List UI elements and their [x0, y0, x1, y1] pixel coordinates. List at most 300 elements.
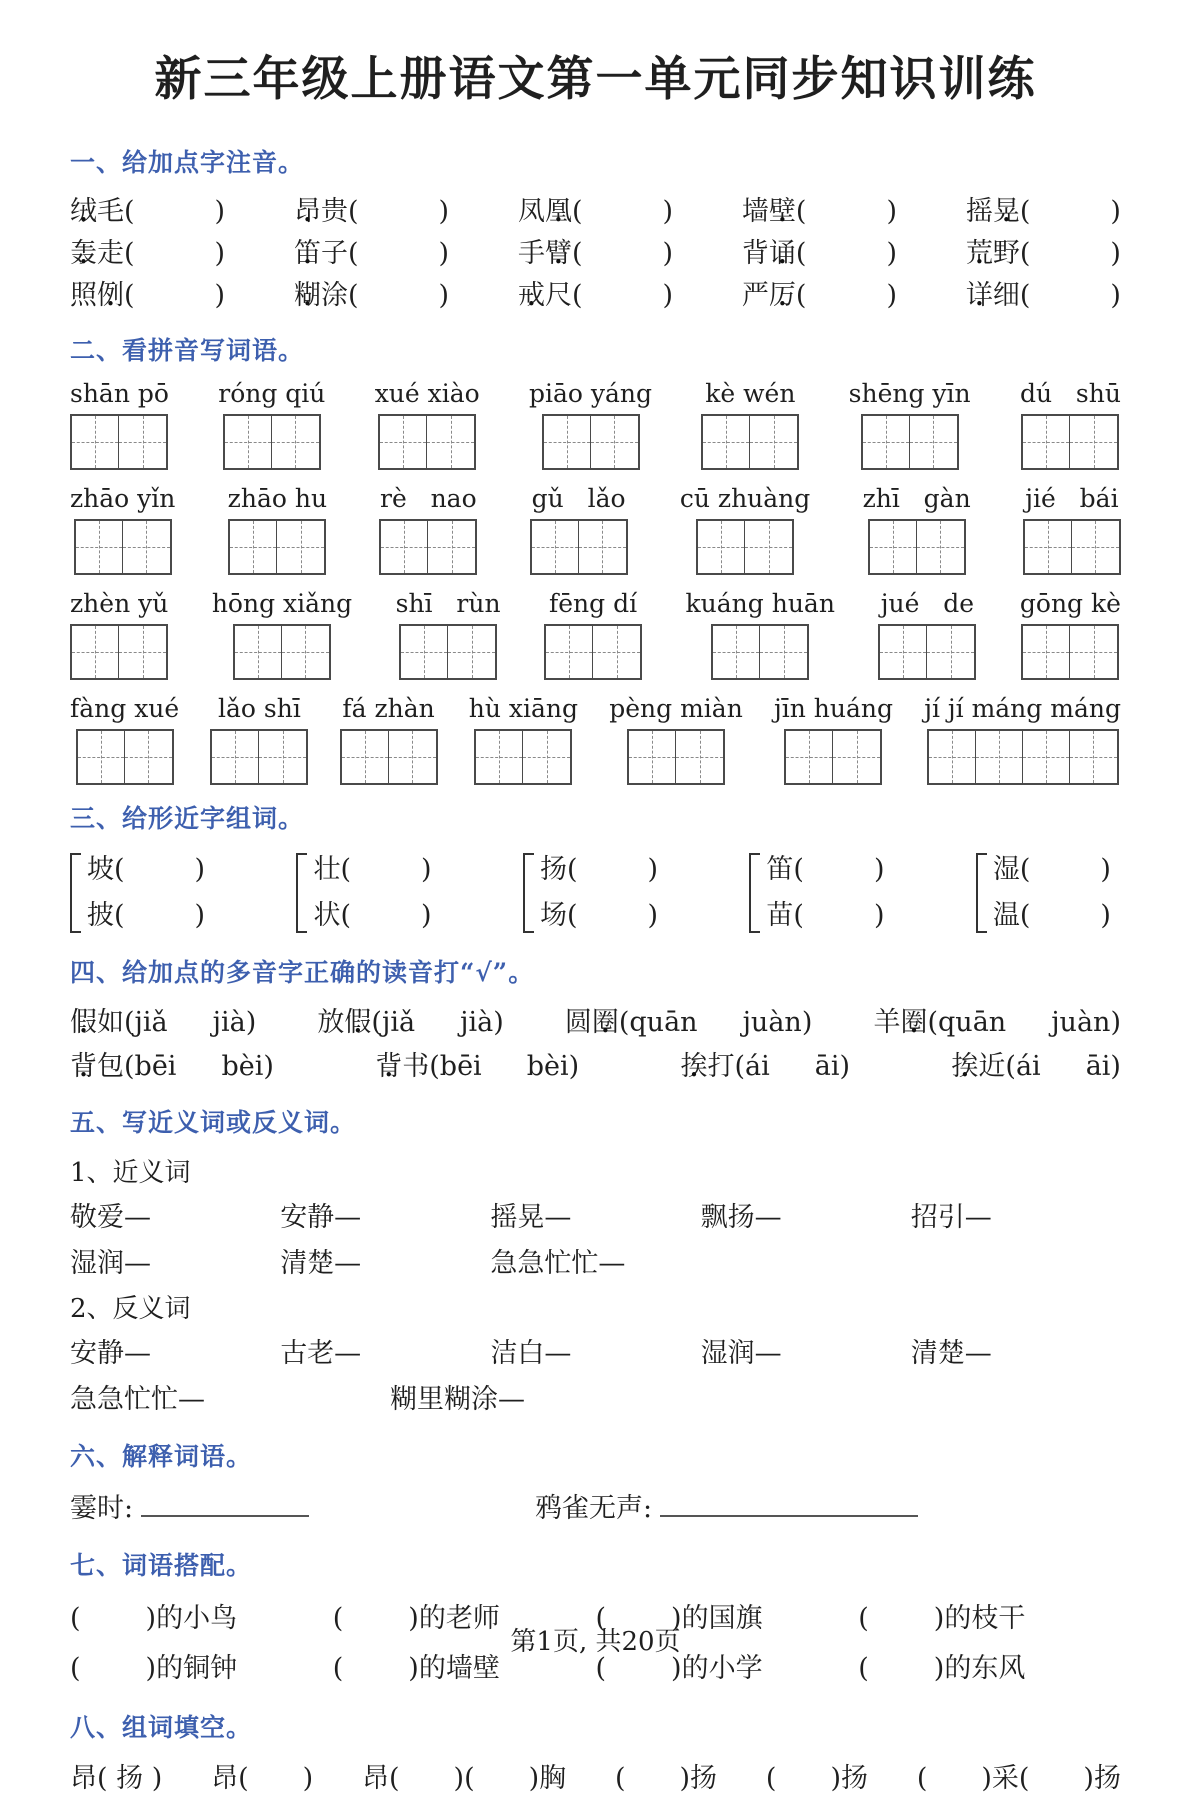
pinyin-word-item	[680, 484, 810, 575]
word-char: 详 •	[966, 275, 993, 317]
word-char: 晃 •	[993, 191, 1020, 233]
pinyin-word-item	[218, 379, 325, 470]
annotation-item	[742, 191, 897, 233]
writing-grid[interactable]	[379, 519, 477, 575]
word-char: 假 •	[70, 1001, 97, 1045]
writing-grid[interactable]	[210, 729, 308, 785]
pinyin-word-item	[379, 484, 477, 575]
answer-blank[interactable]	[582, 303, 662, 304]
pinyin-label: pèng miàn	[609, 694, 743, 723]
grid-cell	[1070, 416, 1117, 468]
grid-cell	[1023, 416, 1070, 468]
open-paren-mark: (	[332, 1602, 344, 1634]
answer-blank[interactable]	[806, 219, 886, 220]
grid-cell	[929, 731, 976, 783]
answer-blank[interactable]	[606, 1676, 671, 1677]
pinyin-word-item	[340, 694, 438, 785]
pinyin-label: zhī gàn	[862, 484, 971, 513]
antonyms-rows	[70, 1331, 1121, 1423]
section-six-row	[70, 1485, 1121, 1532]
writing-grid[interactable]	[784, 729, 882, 785]
close-paren-mark: )	[421, 854, 432, 885]
word-dash-item[interactable]: 糊里糊涂—	[390, 1384, 525, 1415]
collocation-text: 的墙壁	[418, 1652, 500, 1684]
word-char: 绒 •	[70, 191, 97, 233]
dotted-word	[294, 275, 348, 317]
open-paren-mark: (	[1019, 196, 1031, 227]
open-paren-mark: (	[332, 1652, 344, 1684]
answer-blank[interactable]	[577, 877, 647, 878]
writing-grid[interactable]	[1023, 519, 1121, 575]
answer-blank[interactable]	[135, 261, 215, 262]
pair-line	[766, 893, 884, 939]
open-paren-mark: (	[124, 1007, 135, 1038]
answer-blank[interactable]	[359, 261, 439, 262]
polyphone-item	[873, 1001, 1121, 1045]
writing-grid[interactable]	[228, 519, 326, 575]
word-char: 昂 •	[294, 191, 321, 233]
pinyin-label: jié bái	[1025, 484, 1119, 513]
close-paren-mark: )	[194, 900, 206, 931]
answer-blank[interactable]	[1030, 219, 1110, 220]
close-paren-mark: )	[438, 196, 450, 227]
dotted-word	[742, 233, 796, 275]
word-dash-item[interactable]: 敬爱—	[70, 1202, 151, 1233]
close-paren-mark: )	[873, 854, 885, 885]
answer-blank[interactable]	[135, 219, 215, 220]
grid-cell	[380, 416, 427, 468]
option-gap	[1041, 1074, 1086, 1075]
grid-cell	[546, 626, 593, 678]
writing-grid[interactable]	[1021, 414, 1119, 470]
pronunciation-option[interactable]: āi	[1085, 1051, 1111, 1082]
pronunciation-option[interactable]: juàn	[742, 1007, 802, 1038]
pinyin-label: fēng dí	[548, 589, 638, 618]
pronunciation-option[interactable]: āi	[814, 1051, 840, 1082]
section-five-header: 五、写近义词或反义词。	[70, 1108, 357, 1137]
annotation-item	[518, 233, 673, 275]
answer-blank[interactable]	[1030, 303, 1110, 304]
grid-cell	[523, 731, 570, 783]
word-char: 假 •	[344, 1001, 371, 1045]
word-char: 背	[741, 238, 769, 269]
pronunciation-option[interactable]: bēi	[134, 1051, 177, 1082]
pronunciation-option[interactable]: ái	[745, 1051, 770, 1082]
writing-grid[interactable]	[378, 414, 476, 470]
grid-cell	[544, 416, 591, 468]
word-dash-item[interactable]: 湿润—	[70, 1248, 151, 1279]
grid-cell	[119, 626, 166, 678]
section-three-header: 三、给形近字组词。	[70, 804, 305, 833]
pair-column	[540, 847, 658, 939]
pinyin-label: hù xiāng	[468, 694, 579, 723]
pair-char: 场	[539, 900, 567, 931]
pinyin-word-item	[530, 484, 628, 575]
similar-char-pair	[70, 847, 205, 939]
pair-char: 笛	[766, 854, 794, 885]
writing-grid[interactable]	[1021, 624, 1119, 680]
pair-column	[993, 847, 1111, 939]
close-paren-mark: )	[438, 238, 450, 269]
pinyin-word-item	[469, 694, 578, 785]
grid-cell	[381, 521, 428, 573]
grid-cell	[119, 416, 166, 468]
fill-word-item[interactable]: ( )扬	[765, 1762, 868, 1794]
close-paren-mark: )	[145, 1602, 157, 1634]
grid-cell	[448, 626, 495, 678]
answer-blank[interactable]	[869, 1676, 934, 1677]
pair-bracket-icon	[70, 853, 81, 933]
writing-grid[interactable]	[70, 414, 168, 470]
close-paren-mark: )	[801, 1007, 813, 1038]
fill-word-item[interactable]: 昂( 扬 )	[70, 1762, 163, 1794]
word-pair-row	[70, 1377, 1121, 1423]
answer-blank[interactable]	[806, 261, 886, 262]
answer-blank[interactable]	[135, 303, 215, 304]
open-paren-mark: (	[571, 238, 583, 269]
fill-word-item[interactable]: ( )扬	[614, 1762, 718, 1794]
annotation-item	[966, 233, 1121, 275]
fill-word-item[interactable]: 昂( )( )胸	[362, 1762, 567, 1794]
word-char: 严	[741, 280, 769, 311]
pair-line	[313, 893, 431, 939]
answer-blank[interactable]	[359, 219, 439, 220]
open-paren-mark: (	[347, 196, 359, 227]
pinyin-word-item	[396, 589, 501, 680]
grid-cell	[476, 731, 523, 783]
pinyin-word-item	[375, 379, 480, 470]
pair-column	[766, 847, 884, 939]
pair-line	[766, 847, 884, 893]
writing-grid[interactable]	[927, 729, 1119, 785]
dotted-word	[70, 275, 124, 317]
pinyin-word-item	[609, 694, 743, 785]
pronunciation-option[interactable]: jià	[212, 1007, 246, 1038]
word-char: 臂 •	[545, 233, 572, 275]
word-char: 轰 •	[70, 233, 97, 275]
close-paren-mark: )	[1110, 1007, 1121, 1038]
grid-cell	[750, 416, 797, 468]
grid-cell	[713, 626, 760, 678]
pinyin-word-item	[70, 694, 179, 785]
pinyin-label: shēng yīn	[848, 379, 971, 408]
writing-grid[interactable]	[76, 729, 174, 785]
word-char: 毛	[97, 196, 124, 227]
annotation-row	[70, 233, 1121, 275]
pronunciation-option[interactable]: bèi	[526, 1051, 569, 1082]
word-dash-item[interactable]: 清楚—	[280, 1248, 362, 1279]
word-char: 野	[992, 238, 1020, 269]
annotation-item	[966, 191, 1121, 233]
close-paren-mark: )	[1100, 900, 1111, 931]
pair-line	[540, 893, 658, 939]
grid-cell	[910, 416, 957, 468]
writing-grid[interactable]	[544, 624, 642, 680]
grid-cell	[745, 521, 792, 573]
collocation-text: 的枝干	[944, 1602, 1026, 1634]
pinyin-label: fá zhàn	[342, 694, 435, 723]
writing-grid[interactable]	[233, 624, 331, 680]
polyphone-row	[70, 1045, 1121, 1089]
close-paren-mark: )	[145, 1652, 157, 1684]
pair-line	[87, 893, 205, 939]
word-dash-item[interactable]: 急急忙忙—	[70, 1384, 205, 1415]
option-gap	[770, 1074, 815, 1075]
open-paren-mark: (	[371, 1007, 382, 1038]
close-paren-mark: )	[408, 1602, 419, 1634]
word-dash-item[interactable]: 摇晃—	[490, 1202, 572, 1233]
answer-blank[interactable]	[125, 877, 195, 878]
pinyin-word-item	[863, 484, 971, 575]
option-gap	[168, 1030, 213, 1031]
word-char: 挨 •	[681, 1045, 708, 1089]
dotted-word	[966, 275, 1020, 317]
close-paren-mark: )	[194, 854, 206, 885]
pair-char: 苗	[766, 900, 794, 931]
pronunciation-option[interactable]: juàn	[1051, 1007, 1111, 1038]
writing-grid[interactable]	[474, 729, 572, 785]
grid-cell	[1023, 731, 1070, 783]
grid-cell	[76, 521, 123, 573]
writing-grid[interactable]	[711, 624, 809, 680]
grid-cell	[230, 521, 277, 573]
open-paren-mark: (	[429, 1051, 440, 1082]
dotted-word	[375, 1045, 429, 1089]
annotation-item	[70, 275, 225, 317]
pinyin-label: shān pō	[70, 379, 169, 408]
dotted-word	[966, 233, 1020, 275]
annotation-row	[70, 191, 1121, 233]
pronunciation-option[interactable]: jiǎ	[134, 1007, 168, 1038]
polyphone-row	[70, 1001, 1121, 1045]
collocation-text: 的东风	[944, 1652, 1026, 1684]
open-paren-mark: (	[340, 900, 352, 931]
writing-grid[interactable]	[878, 624, 976, 680]
grid-cell	[591, 416, 638, 468]
answer-blank[interactable]	[81, 1676, 146, 1677]
grid-cell	[427, 416, 474, 468]
page-number: 第1页, 共20页	[510, 1627, 681, 1657]
word-dash-item[interactable]: 洁白—	[490, 1338, 572, 1369]
pronunciation-option[interactable]: ái	[1015, 1051, 1041, 1082]
close-paren-mark: )	[214, 280, 226, 311]
grid-cell	[786, 731, 833, 783]
answer-blank[interactable]	[806, 303, 886, 304]
open-paren-mark: (	[571, 280, 583, 311]
pinyin-label: rè nao	[380, 484, 477, 513]
grid-cell	[833, 731, 880, 783]
close-paren-mark: )	[662, 196, 674, 227]
pinyin-row	[70, 589, 1121, 680]
writing-grid[interactable]	[696, 519, 794, 575]
pronunciation-option[interactable]: bèi	[221, 1051, 264, 1082]
pinyin-label: shī rùn	[395, 589, 501, 618]
word-char: 笛 •	[294, 233, 321, 275]
answer-blank[interactable]	[1030, 923, 1100, 924]
word-char: 荒 •	[966, 233, 993, 275]
synonyms-sub-label: 1、近义词	[70, 1158, 191, 1188]
answer-line[interactable]	[660, 1485, 918, 1517]
pinyin-label: lǎo shī	[217, 694, 301, 723]
grid-cell	[212, 731, 259, 783]
dotted-word	[681, 1045, 735, 1089]
polyphone-item	[70, 1001, 256, 1045]
word-char: 壁 •	[769, 191, 796, 233]
dotted-word	[294, 191, 348, 233]
answer-blank[interactable]	[125, 923, 195, 924]
word-dash-item[interactable]: 湿润—	[700, 1338, 782, 1369]
answer-blank[interactable]	[582, 261, 662, 262]
pair-line	[993, 893, 1111, 939]
open-paren-mark: (	[858, 1602, 869, 1634]
open-paren-mark: (	[124, 196, 135, 227]
option-gap	[176, 1074, 221, 1075]
pronunciation-option[interactable]: bēi	[439, 1051, 482, 1082]
answer-blank[interactable]	[1030, 261, 1110, 262]
open-paren-mark: (	[114, 900, 125, 931]
pinyin-label: zhāo hu	[227, 484, 328, 513]
fill-word-item[interactable]: ( )采( )扬	[916, 1762, 1121, 1794]
word-pair-row	[70, 1195, 1121, 1241]
word-dash-item[interactable]: 招引—	[910, 1202, 992, 1233]
close-paren-mark: )	[662, 280, 674, 311]
grid-cell	[277, 521, 324, 573]
pinyin-label: xué xiào	[374, 379, 480, 408]
collocation-text: 的铜钟	[156, 1652, 238, 1684]
open-paren-mark: (	[1019, 280, 1031, 311]
annotation-item	[294, 275, 449, 317]
close-paren-mark: )	[1110, 1051, 1121, 1082]
answer-blank[interactable]	[804, 923, 874, 924]
word-pair-row	[70, 1331, 1121, 1377]
word-char: 厉 •	[769, 275, 796, 317]
polyphone-item	[70, 1045, 274, 1089]
pronunciation-option[interactable]: jià	[460, 1007, 494, 1038]
pair-line	[540, 847, 658, 893]
similar-char-pair	[749, 847, 884, 939]
answer-blank[interactable]	[1030, 877, 1100, 878]
answer-blank[interactable]	[343, 1676, 408, 1677]
writing-grid[interactable]	[74, 519, 172, 575]
writing-grid[interactable]	[868, 519, 966, 575]
dotted-word	[70, 191, 124, 233]
fill-word-item[interactable]: 昂( )	[211, 1762, 314, 1794]
open-paren-mark: (	[793, 854, 804, 885]
grid-cell	[401, 626, 448, 678]
pair-bracket-icon	[296, 853, 307, 933]
section-seven-header: 七、词语搭配。	[70, 1550, 253, 1580]
dotted-word	[873, 1001, 927, 1045]
dotted-word	[518, 275, 572, 317]
pronunciation-option[interactable]: quān	[938, 1007, 1007, 1038]
annotation-item	[294, 233, 449, 275]
answer-line[interactable]	[141, 1485, 309, 1517]
word-dash-item[interactable]: 安静—	[280, 1202, 362, 1233]
answer-blank[interactable]	[351, 877, 421, 878]
word-char: 例 •	[97, 275, 124, 317]
word-dash-item[interactable]: 古老—	[280, 1338, 362, 1369]
grid-cell	[78, 731, 125, 783]
word-char: 手	[517, 238, 545, 269]
word-char: 诵 •	[769, 233, 796, 275]
collocation-text: 的国旗	[681, 1602, 763, 1634]
grid-cell	[676, 731, 723, 783]
word-char: 圆	[564, 1007, 592, 1038]
word-dash-item[interactable]: 清楚—	[910, 1338, 992, 1369]
pair-line	[993, 847, 1111, 893]
word-char: 照	[70, 280, 97, 311]
section-one-rows	[70, 191, 1121, 317]
open-paren-mark: (	[795, 280, 807, 311]
option-gap	[1006, 1030, 1051, 1031]
word-dash-item[interactable]: 急急忙忙—	[490, 1248, 626, 1279]
writing-grid[interactable]	[70, 624, 168, 680]
dotted-word	[966, 191, 1020, 233]
pronunciation-option[interactable]: jiǎ	[381, 1007, 416, 1038]
writing-grid[interactable]	[223, 414, 321, 470]
pronunciation-option[interactable]: quān	[629, 1007, 698, 1038]
writing-grid[interactable]	[542, 414, 640, 470]
writing-grid[interactable]	[530, 519, 628, 575]
grid-cell	[1072, 521, 1119, 573]
answer-blank[interactable]	[359, 303, 439, 304]
pair-column	[313, 847, 431, 939]
close-paren-mark: )	[886, 280, 897, 311]
annotation-item	[518, 191, 673, 233]
grid-cell	[703, 416, 750, 468]
polyphone-item	[951, 1045, 1121, 1089]
open-paren-mark: (	[793, 900, 804, 931]
pinyin-row	[70, 484, 1121, 575]
writing-grid[interactable]	[627, 729, 725, 785]
pinyin-label: cū zhuàng	[679, 484, 811, 513]
answer-blank[interactable]	[351, 923, 421, 924]
answer-blank[interactable]	[577, 923, 647, 924]
close-paren-mark: )	[671, 1652, 682, 1684]
close-paren-mark: )	[493, 1007, 504, 1038]
writing-grid[interactable]	[701, 414, 799, 470]
pair-char: 披	[87, 900, 114, 931]
answer-blank[interactable]	[582, 219, 662, 220]
close-paren-mark: )	[408, 1652, 419, 1684]
close-paren-mark: )	[245, 1007, 257, 1038]
word-dash-item[interactable]: 飘扬—	[700, 1202, 782, 1233]
word-char: 包	[97, 1051, 124, 1082]
writing-grid[interactable]	[861, 414, 959, 470]
writing-grid[interactable]	[399, 624, 497, 680]
grid-cell	[259, 731, 306, 783]
open-paren-mark: (	[1019, 854, 1031, 885]
word-char: 糊 •	[294, 275, 321, 317]
answer-blank[interactable]	[804, 877, 874, 878]
close-paren-mark: )	[1110, 238, 1121, 269]
dotted-word	[70, 1045, 124, 1089]
pinyin-label: fàng xué	[70, 694, 180, 723]
word-char: 走	[97, 238, 124, 269]
word-pair-row	[70, 1241, 1121, 1287]
grid-cell	[72, 416, 119, 468]
grid-cell	[698, 521, 745, 573]
writing-grid[interactable]	[340, 729, 438, 785]
word-dash-item[interactable]: 安静—	[70, 1338, 151, 1369]
pinyin-label: piāo yáng	[529, 379, 653, 408]
grid-cell	[72, 626, 119, 678]
close-paren-mark: )	[421, 900, 432, 931]
similar-char-pair	[976, 847, 1111, 939]
close-paren-mark: )	[647, 900, 659, 931]
close-paren-mark: )	[214, 196, 226, 227]
grid-cell	[629, 731, 676, 783]
